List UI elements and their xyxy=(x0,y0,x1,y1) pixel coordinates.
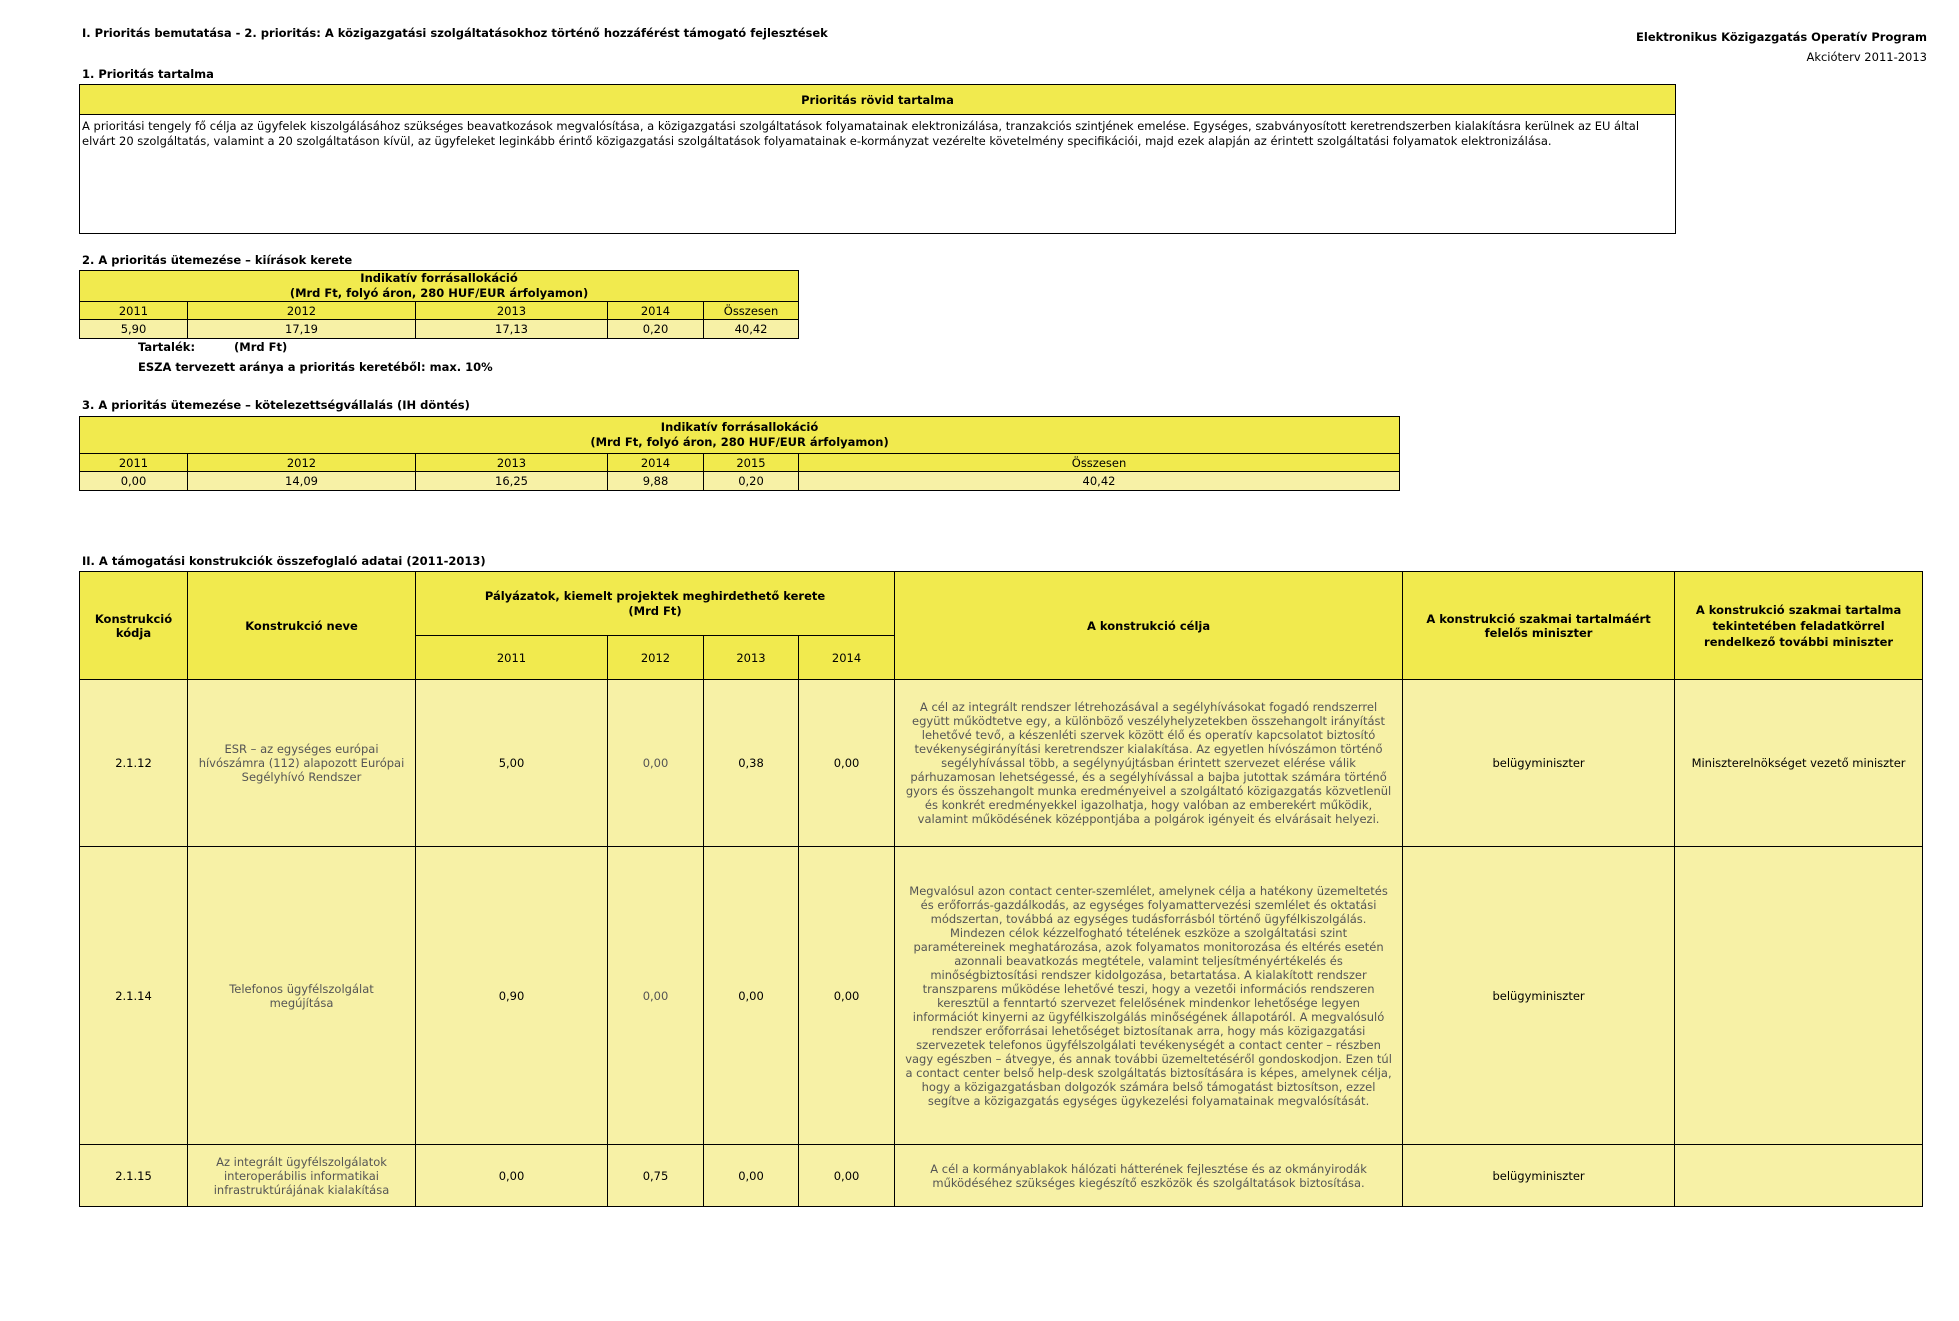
header-frame xyxy=(416,572,895,636)
header-frame-title: Pályázatok, kiemelt projektek meghirdethető kerete xyxy=(484,588,826,603)
row-goal: Megvalósul azon contact center-szemlélet, amelynek célja a hatékony üzemeltetés és erőforrás-gazdálkodás, az egységes folyamattervezési szemlélet és oktatási módszertan, továbbá az egységes tudásforrásból történő ügyfélkiszolgálás. Mindezen célok kézzelfogható tételének eszköze a szolgáltatási szint paramétereinek meghatározása, azok folyamatos monitorozása és eltérés esetén azonnali beavatkozás megtétele, valamint teljesítményértékelés és minőségbiztosítási rendszer kidolgozása, betartatása. A kialakított rendszer transzparens működése lehetővé teszi, hogy a vezetői információs rendszeren keresztül a fenntartó szervezet felelősének mindenkor lehetősége legyen információt kinyerni az ügyfélkiszolgálás minőségének állapotáról. A megvalósuló rendszer erőforrásai lehetőséget biztosítanak arra, hogy más közigazgatási szervezetek telefonos ügyfélszolgálati tevékenységét a contact center – részben vagy egészben – átvegye, és annak további üzemeltetéséről gondoskodjon. Ezen túl a contact center belső help-desk szolgáltatás biztosítására is képes, amelynek célja, hogy a közigazgatásban dolgozók számára belső támogatást biztosítson, ezzel segítve a közigazgatás egységes ügykezelési folyamatainak megvalósítását. xyxy=(895,847,1403,1145)
section2-title: 2. A prioritás ütemezése – kiírások kerete xyxy=(82,253,353,267)
header-year: 2011 xyxy=(416,636,608,680)
allocation-table-calls xyxy=(79,270,799,339)
program-name: Elektronikus Közigazgatás Operatív Program xyxy=(1636,30,1927,44)
row-name: ESR – az egységes európai hívószámra (112) alapozott Európai Segélyhívó Rendszer xyxy=(188,680,416,847)
table-row xyxy=(80,680,1923,847)
section4-title: II. A támogatási konstrukciók összefoglaló adatai (2011-2013) xyxy=(82,554,486,568)
col-header: 2013 xyxy=(416,302,608,320)
cell-value: 14,09 xyxy=(188,472,416,491)
cell-value: 0,20 xyxy=(608,320,704,339)
row-name: Telefonos ügyfélszolgálat megújítása xyxy=(188,847,416,1145)
section1-title: 1. Prioritás tartalma xyxy=(82,67,214,81)
header-year: 2012 xyxy=(608,636,704,680)
table-row xyxy=(80,1145,1923,1207)
cell-value: 0,20 xyxy=(704,472,799,491)
constructions-table xyxy=(79,571,1923,1207)
row-other-minister xyxy=(1675,847,1923,1145)
row-2011: 0,00 xyxy=(416,1145,608,1207)
allocation-table-commitments xyxy=(79,416,1400,491)
row-2013: 0,00 xyxy=(704,1145,799,1207)
col-header: 2013 xyxy=(416,454,608,472)
row-2013: 0,00 xyxy=(704,847,799,1145)
allocation-heading-line1: Indikatív forrásallokáció xyxy=(660,420,819,434)
row-minister: belügyminiszter xyxy=(1403,1145,1675,1207)
row-2011: 0,90 xyxy=(416,847,608,1145)
row-code: 2.1.15 xyxy=(80,1145,188,1207)
row-other-minister: Miniszterelnökséget vezető miniszter xyxy=(1675,680,1923,847)
row-code: 2.1.14 xyxy=(80,847,188,1145)
row-2013: 0,38 xyxy=(704,680,799,847)
cell-value: 0,00 xyxy=(80,472,188,491)
header-goal: A konstrukció célja xyxy=(895,572,1403,680)
col-header: 2011 xyxy=(80,302,188,320)
cell-value: 16,25 xyxy=(416,472,608,491)
reserve-label: Tartalék: xyxy=(138,340,196,354)
plan-name: Akcióterv 2011-2013 xyxy=(1806,50,1927,64)
col-header: Összesen xyxy=(799,454,1400,472)
cell-value: 40,42 xyxy=(799,472,1400,491)
allocation-heading xyxy=(80,271,799,302)
cell-value: 9,88 xyxy=(608,472,704,491)
row-2012: 0,00 xyxy=(608,847,704,1145)
cell-value: 17,13 xyxy=(416,320,608,339)
header-year: 2013 xyxy=(704,636,799,680)
allocation-heading xyxy=(80,417,1400,454)
cell-value: 5,90 xyxy=(80,320,188,339)
col-header: 2012 xyxy=(188,302,416,320)
header-code: Konstrukció kódja xyxy=(80,572,188,680)
row-minister: belügyminiszter xyxy=(1403,680,1675,847)
row-other-minister xyxy=(1675,1145,1923,1207)
col-header: 2012 xyxy=(188,454,416,472)
col-header: 2015 xyxy=(704,454,799,472)
allocation-heading-line1: Indikatív forrásallokáció xyxy=(360,271,518,285)
reserve-unit: (Mrd Ft) xyxy=(234,340,288,354)
col-header: Összesen xyxy=(704,302,799,320)
esza-note: ESZA tervezett aránya a prioritás keretéből: max. 10% xyxy=(138,360,493,374)
header-minister: A konstrukció szakmai tartalmáért felelős miniszter xyxy=(1403,572,1675,680)
row-code: 2.1.12 xyxy=(80,680,188,847)
section3-title: 3. A prioritás ütemezése – kötelezettségvállalás (IH döntés) xyxy=(82,398,470,412)
allocation-heading-line2: (Mrd Ft, folyó áron, 280 HUF/EUR árfolyamon) xyxy=(590,435,889,449)
col-header: 2011 xyxy=(80,454,188,472)
cell-value: 40,42 xyxy=(704,320,799,339)
table-row xyxy=(80,847,1923,1145)
row-goal: A cél a kormányablakok hálózati hátterének fejlesztése és az okmányirodák működéséhez szükséges kiegészítő eszközök és szolgáltatások biztosítása. xyxy=(895,1145,1403,1207)
cell-value: 17,19 xyxy=(188,320,416,339)
row-2012: 0,00 xyxy=(608,680,704,847)
row-2014: 0,00 xyxy=(799,1145,895,1207)
header-year: 2014 xyxy=(799,636,895,680)
row-name: Az integrált ügyfélszolgálatok interoperábilis informatikai infrastruktúrájának kialakítása xyxy=(188,1145,416,1207)
row-2011: 5,00 xyxy=(416,680,608,847)
row-2014: 0,00 xyxy=(799,847,895,1145)
col-header: 2014 xyxy=(608,454,704,472)
page-title: I. Prioritás bemutatása - 2. prioritás: A közigazgatási szolgáltatásokhoz történő hozzáférést támogató fejlesztések xyxy=(82,26,828,40)
row-goal: A cél az integrált rendszer létrehozásával a segélyhívásokat fogadó rendszerrel együtt működtetve egy, a különböző veszélyhelyzetekben összehangolt irányítást lehetővé tevő, a készenléti szervek között élő és operatív kapcsolatot biztosító tevékenységirányítási keretrendszer kialakítása. Az egyetlen hívószámon történő segélyhívással több, a segélynyújtásban érintett szervezet elérése válik párhuzamosan lehetségessé, és a segélyhívással a bajba jutottak számára történő gyors és összehangolt munka eredményeivel a szolgáltató közigazgatás közvetlenül és konkrét eredményekkel igazolhatja, hogy valóban az emberekért működik, valamint működésének középpontjába a polgárok igényeit és elvárásait helyezi. xyxy=(895,680,1403,847)
row-minister: belügyminiszter xyxy=(1403,847,1675,1145)
row-2014: 0,00 xyxy=(799,680,895,847)
col-header: 2014 xyxy=(608,302,704,320)
priority-summary-heading: Prioritás rövid tartalma xyxy=(80,85,1675,115)
header-frame-unit: (Mrd Ft) xyxy=(628,603,682,618)
priority-summary-box xyxy=(79,84,1676,234)
header-other-minister: A konstrukció szakmai tartalma tekintetében feladatkörrel rendelkező további miniszter xyxy=(1675,572,1923,680)
row-2012: 0,75 xyxy=(608,1145,704,1207)
allocation-heading-line2: (Mrd Ft, folyó áron, 280 HUF/EUR árfolyamon) xyxy=(289,286,589,300)
header-name: Konstrukció neve xyxy=(188,572,416,680)
priority-summary-text: A prioritási tengely fő célja az ügyfelek kiszolgálásához szükséges beavatkozások megvalósítása, a közigazgatási szolgáltatások folyamatainak elektronizálása, tranzakciós szintjének emelése. Egységes, szabványosított keretrendszerben kialakításra kerülnek az EU által elvárt 20 szolgáltatás, valamint a 20 szolgáltatáson kívül, az ügyfeleket leginkább érintő közigazgatási szolgáltatások folyamatainak e-kormányzat vezérelte követelmény specifikációi, majd ezek alapján az érintett szolgáltatási folyamatok elektronizálása. xyxy=(82,119,1640,148)
